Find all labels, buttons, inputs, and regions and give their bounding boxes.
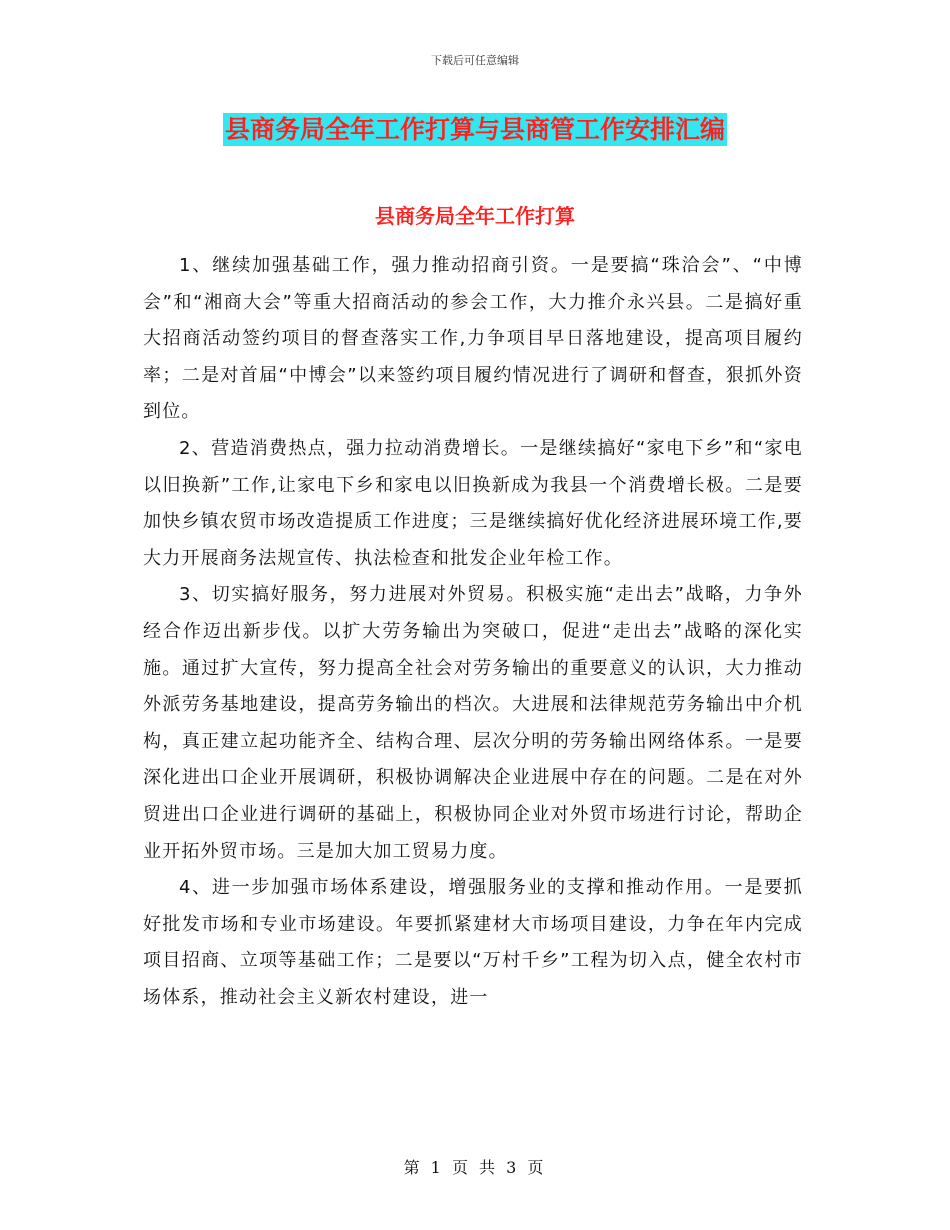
page-number: 第 1 页 共 3 页 [403, 1158, 547, 1177]
document-body [143, 248, 803, 1016]
paragraph-3: 3、切实搞好服务，努力进展对外贸易。积极实施“走出去”战略，力争外经合作迈出新步伐。以扩大劳务输出为突破口，促进“走出去”战略的深化实施。通过扩大宣传，努力提高全社会对劳务输出的重要意义的认识，大力推动外派劳务基地建设，提高劳务输出的档次。大进展和法律规范劳务输出中介机构，真正建立起功能齐全、结构合理、层次分明的劳务输出网络体系。一是要深化进出口企业开展调研，积极协调解决企业进展中存在的问题。二是在对外贸进出口企业进行调研的基础上，积极协同企业对外贸市场进行讨论，帮助企业开拓外贸市场。三是加大加工贸易力度。 [143, 584, 803, 862]
paragraph-1: 1、继续加强基础工作，强力推动招商引资。一是要搞“珠洽会”、“中博会”和“湘商大会”等重大招商活动的参会工作，大力推介永兴县。二是搞好重大招商活动签约项目的督查落实工作,力争项目早日落地建设，提高项目履约率；二是对首届“中博会”以来签约项目履约情况进行了调研和督查，狠抓外资到位。 [143, 255, 803, 423]
page-header-note: 下载后可任意编辑 [431, 54, 519, 67]
document-title-text: 县商务局全年工作打算与县商管工作安排汇编 [224, 115, 725, 144]
document-title [0, 110, 950, 146]
paragraph-2: 2、营造消费热点，强力拉动消费增长。一是继续搞好“家电下乡”和“家电以旧换新”工作,让家电下乡和家电以旧换新成为我县一个消费增长极。二是要加快乡镇农贸市场改造提质工作进度；三是继续搞好优化经济进展环境工作,要大力开展商务法规宣传、执法检查和批发企业年检工作。 [143, 437, 803, 569]
section-title: 县商务局全年工作打算 [375, 204, 575, 228]
paragraph-4: 4、进一步加强市场体系建设，增强服务业的支撑和推动作用。一是要抓好批发市场和专业市场建设。年要抓紧建材大市场项目建设，力争在年内完成项目招商、立项等基础工作；二是要以“万村千乡”工程为切入点，健全农村市场体系，推动社会主义新农村建设，进一 [143, 877, 803, 1008]
